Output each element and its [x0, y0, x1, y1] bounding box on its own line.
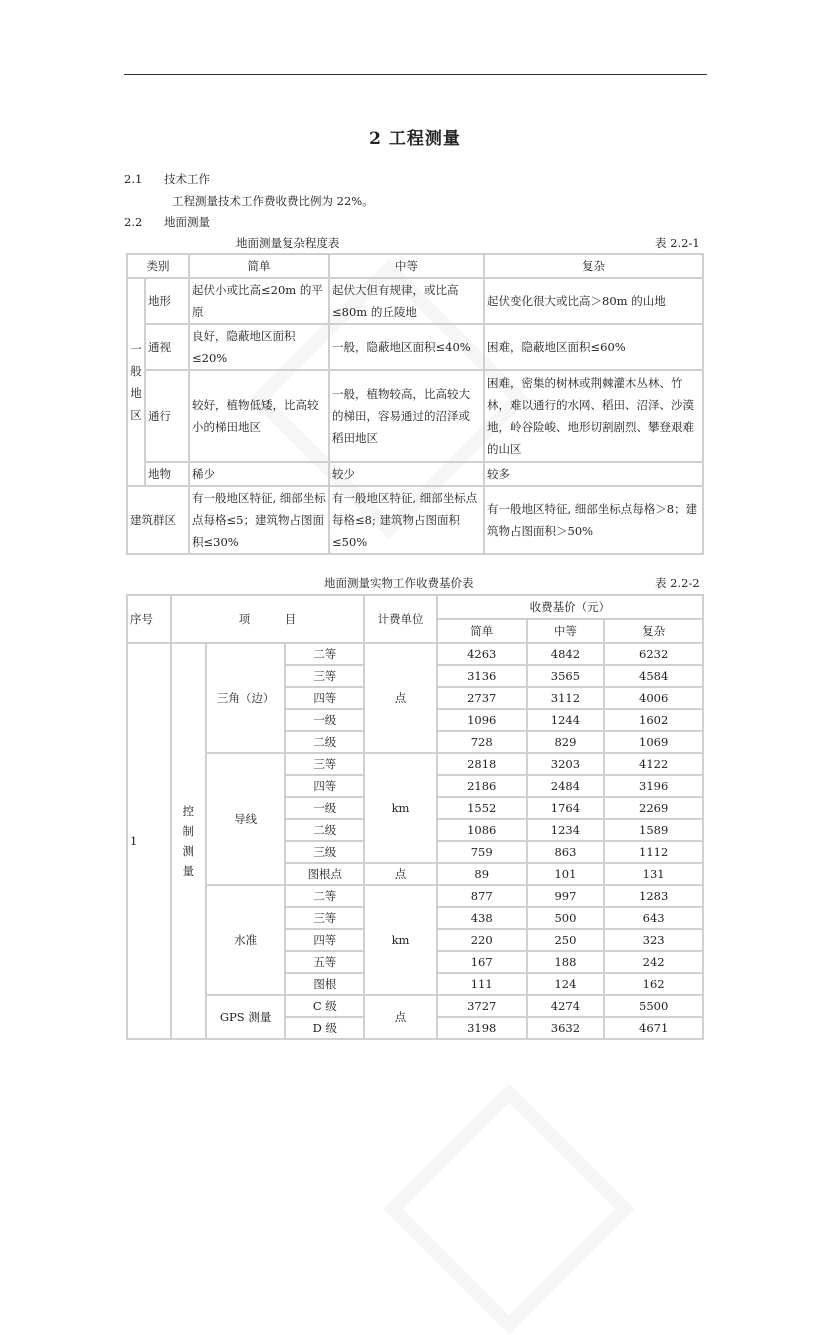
medium-cell: 较少: [329, 462, 484, 486]
group-label-cell: [127, 278, 145, 486]
complex-cell: 1112: [604, 841, 703, 863]
grade-cell: 四等: [285, 687, 364, 709]
medium-cell: 997: [527, 885, 605, 907]
price-table: [126, 594, 704, 1040]
complex-cell: 1602: [604, 709, 703, 731]
unit-cell: km: [364, 753, 437, 863]
simple-cell: 759: [437, 841, 527, 863]
simple-cell: 3727: [437, 995, 527, 1017]
group-char: 区: [130, 408, 142, 422]
group-name-cell: 导线: [206, 753, 286, 885]
grade-cell: 三等: [285, 665, 364, 687]
group-char: 一: [130, 342, 142, 356]
medium-cell: 一般，植物较高，比高较大的梯田，容易通过的沼泽或稻田地区: [329, 370, 484, 462]
grade-cell: D 级: [285, 1017, 364, 1039]
group-name-cell: 三角（边）: [206, 643, 286, 753]
group-char: 般: [130, 364, 142, 378]
simple-cell: 111: [437, 973, 527, 995]
seq-cell: 1: [127, 643, 171, 1039]
complex-cell: 162: [604, 973, 703, 995]
simple-cell: 4263: [437, 643, 527, 665]
medium-cell: 3632: [527, 1017, 605, 1039]
complex-cell: 较多: [484, 462, 703, 486]
header-cell: 简单: [437, 619, 527, 643]
grade-cell: C 级: [285, 995, 364, 1017]
medium-cell: 500: [527, 907, 605, 929]
medium-cell: 一般，隐蔽地区面积≤40%: [329, 324, 484, 370]
table-label: 表 2.2-2: [655, 576, 700, 590]
category-cell: 地物: [145, 462, 189, 486]
grade-cell: 四等: [285, 775, 364, 797]
grade-cell: 二等: [285, 643, 364, 665]
medium-cell: 2484: [527, 775, 605, 797]
medium-cell: 829: [527, 731, 605, 753]
grade-cell: 三等: [285, 753, 364, 775]
table-header-row: [127, 595, 703, 619]
table-row: [127, 324, 703, 370]
simple-cell: 1086: [437, 819, 527, 841]
complex-cell: 3196: [604, 775, 703, 797]
simple-cell: 1552: [437, 797, 527, 819]
table-row: [127, 462, 703, 486]
simple-cell: 1096: [437, 709, 527, 731]
simple-cell: 438: [437, 907, 527, 929]
simple-cell: 167: [437, 951, 527, 973]
table-caption: 地面测量实物工作收费基价表: [324, 576, 474, 590]
medium-cell: 250: [527, 929, 605, 951]
medium-cell: 3203: [527, 753, 605, 775]
medium-cell: 124: [527, 973, 605, 995]
complexity-table: [126, 253, 704, 555]
medium-cell: 起伏大但有规律，或比高≤80m 的丘陵地: [329, 278, 484, 324]
simple-cell: 220: [437, 929, 527, 951]
section-heading: [124, 171, 210, 187]
simple-cell: 2186: [437, 775, 527, 797]
complex-cell: 起伏变化很大或比高＞80m 的山地: [484, 278, 703, 324]
category-cell: 通行: [145, 370, 189, 462]
simple-cell: 起伏小或比高≤20m 的平原: [189, 278, 329, 324]
simple-cell: 2737: [437, 687, 527, 709]
table-label: 表 2.2-1: [655, 236, 700, 250]
chapter-title: 2 工程测量: [369, 129, 461, 149]
header-cell: 中等: [329, 254, 484, 278]
category-cell: 地形: [145, 278, 189, 324]
unit-cell: 点: [364, 863, 437, 885]
simple-cell: 3198: [437, 1017, 527, 1039]
complex-cell: 4671: [604, 1017, 703, 1039]
medium-cell: 4274: [527, 995, 605, 1017]
simple-cell: 728: [437, 731, 527, 753]
grade-cell: 二级: [285, 819, 364, 841]
simple-cell: 89: [437, 863, 527, 885]
grade-cell: 三级: [285, 841, 364, 863]
complex-cell: 242: [604, 951, 703, 973]
grade-cell: 图根: [285, 973, 364, 995]
medium-cell: 1764: [527, 797, 605, 819]
complex-cell: 困难，密集的树林或荆棘灌木丛林、竹林，难以通行的水网、稻田、沼泽、沙漠地，岭谷险峻、地形切割剧烈、攀登艰难的山区: [484, 370, 703, 462]
table-caption: 地面测量复杂程度表: [236, 236, 340, 250]
complex-cell: 4006: [604, 687, 703, 709]
medium-cell: 1234: [527, 819, 605, 841]
table-row: [127, 995, 703, 1017]
medium-cell: 3565: [527, 665, 605, 687]
category-cell: 建筑群区: [127, 486, 189, 554]
header-cell: 简单: [189, 254, 329, 278]
complex-cell: 5500: [604, 995, 703, 1017]
grade-cell: 五等: [285, 951, 364, 973]
grade-cell: 一级: [285, 797, 364, 819]
unit-cell: 点: [364, 643, 437, 753]
header-cell: 中等: [527, 619, 605, 643]
complex-cell: 323: [604, 929, 703, 951]
category-char: 测: [182, 844, 195, 858]
group-name-cell: 水准: [206, 885, 286, 995]
unit-cell: 点: [364, 995, 437, 1039]
table-row: [127, 753, 703, 775]
watermark-shape: [383, 1083, 635, 1335]
header-cell: 类别: [127, 254, 189, 278]
medium-cell: 863: [527, 841, 605, 863]
grade-cell: 一级: [285, 709, 364, 731]
medium-cell: 3112: [527, 687, 605, 709]
table-row: [127, 486, 703, 554]
header-cell: 复杂: [484, 254, 703, 278]
header-cell: 复杂: [604, 619, 703, 643]
section-title: 技术工作: [164, 172, 210, 186]
group-name-cell: GPS 测量: [206, 995, 286, 1039]
table-row: [127, 643, 703, 665]
category-cell: 通视: [145, 324, 189, 370]
medium-cell: 4842: [527, 643, 605, 665]
section-body: 工程测量技术工作费收费比例为 22%。: [172, 194, 374, 208]
table-row: [127, 278, 703, 324]
complex-cell: 643: [604, 907, 703, 929]
complex-cell: 6232: [604, 643, 703, 665]
grade-cell: 三等: [285, 907, 364, 929]
table-row: [127, 370, 703, 462]
table-header-row: [127, 254, 703, 278]
section-number: 2.1: [124, 172, 143, 186]
medium-cell: 1244: [527, 709, 605, 731]
header-cell: 计费单位: [364, 595, 437, 643]
complex-cell: 4122: [604, 753, 703, 775]
grade-cell: 图根点: [285, 863, 364, 885]
grade-cell: 四等: [285, 929, 364, 951]
complex-cell: 4584: [604, 665, 703, 687]
complex-cell: 困难，隐蔽地区面积≤60%: [484, 324, 703, 370]
complex-cell: 1283: [604, 885, 703, 907]
simple-cell: 2818: [437, 753, 527, 775]
header-rule: [124, 74, 707, 75]
header-cell: 序号: [127, 595, 171, 643]
category-char: 制: [182, 824, 195, 838]
complex-cell: 1069: [604, 731, 703, 753]
group-char: 地: [130, 386, 142, 400]
header-cell: 项 目: [171, 595, 364, 643]
simple-cell: 稀少: [189, 462, 329, 486]
section-heading: [124, 214, 210, 230]
category-cell: [171, 643, 206, 1039]
simple-cell: 较好，植物低矮，比高较小的梯田地区: [189, 370, 329, 462]
simple-cell: 877: [437, 885, 527, 907]
header-cell: 收费基价（元）: [437, 595, 703, 619]
simple-cell: 有一般地区特征, 细部坐标点每格≤5；建筑物占图面积≤30%: [189, 486, 329, 554]
simple-cell: 3136: [437, 665, 527, 687]
complex-cell: 有一般地区特征, 细部坐标点每格＞8；建筑物占图面积＞50%: [484, 486, 703, 554]
medium-cell: 有一般地区特征, 细部坐标点每格≤8; 建筑物占图面积≤50%: [329, 486, 484, 554]
grade-cell: 二级: [285, 731, 364, 753]
category-char: 控: [182, 804, 195, 818]
section-title: 地面测量: [164, 215, 210, 229]
category-char: 量: [182, 864, 195, 878]
grade-cell: 二等: [285, 885, 364, 907]
medium-cell: 188: [527, 951, 605, 973]
complex-cell: 1589: [604, 819, 703, 841]
medium-cell: 101: [527, 863, 605, 885]
table-row: [127, 885, 703, 907]
complex-cell: 131: [604, 863, 703, 885]
simple-cell: 良好，隐蔽地区面积≤20%: [189, 324, 329, 370]
section-number: 2.2: [124, 215, 143, 229]
unit-cell: km: [364, 885, 437, 995]
complex-cell: 2269: [604, 797, 703, 819]
